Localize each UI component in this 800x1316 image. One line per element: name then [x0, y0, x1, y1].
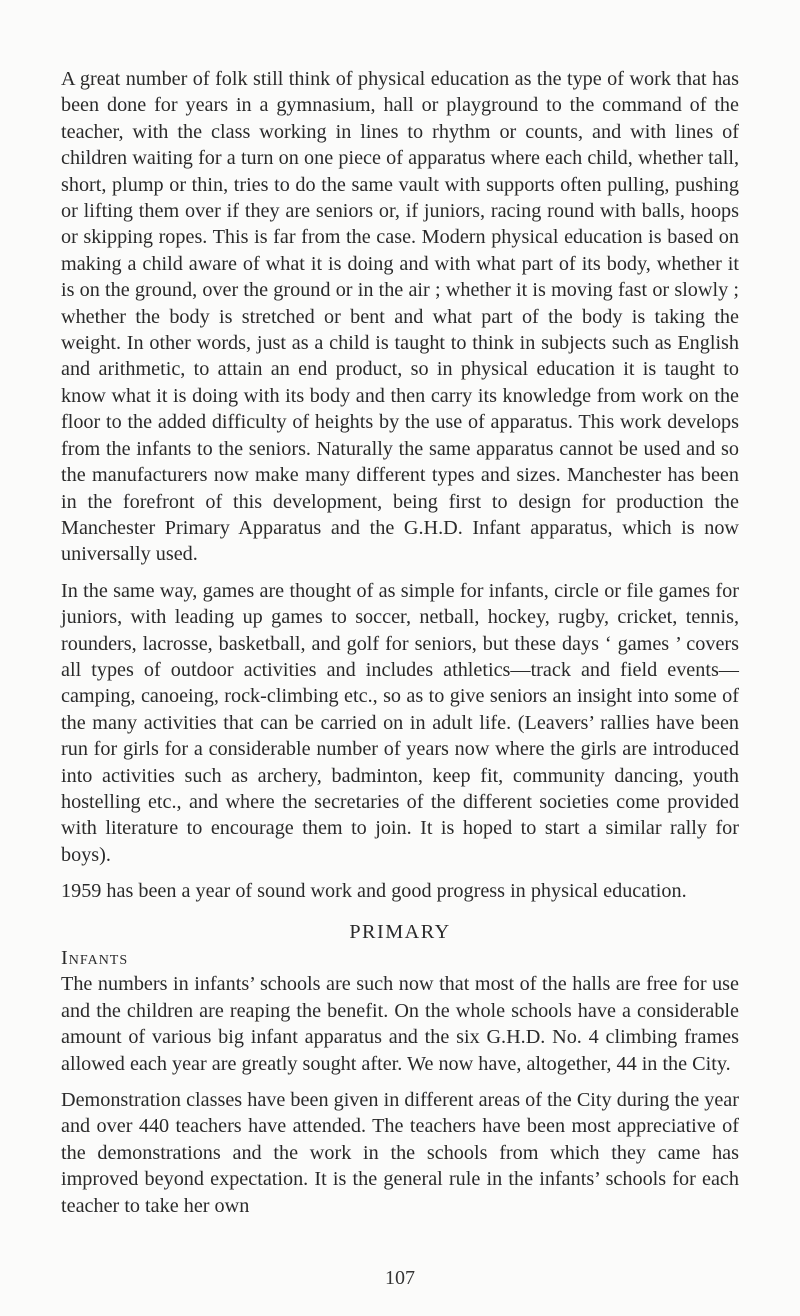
subsection-heading-infants: Infants [61, 947, 129, 969]
page-number: 107 [385, 1267, 415, 1289]
section-heading-primary: PRIMARY [349, 920, 451, 943]
paragraph-demonstration-classes: Demonstration classes have been given in different areas of the City during the year and over 440 teachers have attended. The teachers have been most appreciative of the demonstrations and the work in the schools from which they came has improved beyond expectation. It is the general rule in the infants’ schools for each teacher to take her own [61, 1089, 739, 1217]
document-page [61, 66, 739, 1219]
paragraph-games: In the same way, games are thought of as simple for infants, circle or file games for juniors, with leading up games to soccer, netball, hockey, rugby, cricket, tennis, rounders, lacrosse, basketball, and golf for seniors, but these days ‘ games ’ covers all types of outdoor activities and includes athletics—track and field events—camping, canoeing, rock-climbing etc., so as to give seniors an insight into some of the many activities that can be carried on in adult life. (Leavers’ rallies have been run for girls for a considerable number of years now where the girls are introduced into activities such as archery, badminton, keep fit, community dancing, youth hostelling etc., and where the secretaries of the different societies come provided with literature to encourage them to join. It is hoped to start a similar rally for boys). [61, 579, 739, 866]
paragraph-infants-halls: The numbers in infants’ schools are such now that most of the halls are free for use and the children are reaping the benefit. On the whole schools have a considerable amount of various big infant apparatus and the six G.H.D. No. 4 climbing frames allowed each year are greatly sought after. We now have, altogether, 44 in the City. [61, 973, 739, 1075]
paragraph-1959-summary: 1959 has been a year of sound work and good progress in physical education. [61, 880, 687, 903]
paragraph-physical-education-intro: A great number of folk still think of physical education as the type of work that has been done for years in a gymnasium, hall or playground to the command of the teacher, with the class working in lines to rhythm or counts, and with lines of children waiting for a turn on one piece of apparatus where each child, whether tall, short, plump or thin, tries to do the same vault with supports often pulling, pushing or lifting them over if they are seniors or, if juniors, racing round with balls, hoops or skipping ropes. This is far from the case. Modern physical education is based on making a child aware of what it is doing and with what part of its body, whether it is on the ground, over the ground or in the air ; whether it is moving fast or slowly ; whether the body is stretched or bent and what part of the body is taking the weight. In other words, just as a child is taught to think in subjects such as English and arithmetic, to attain an end product, so in physical education it is taught to know what it is doing with its body and then carry its knowledge from work on the floor to the added difficulty of heights by the use of apparatus. This work develops from the infants to the seniors. Naturally the same apparatus cannot be used and so the manufacturers now make many different types and sizes. Manchester has been in the forefront of this development, being first to design for production the Manchester Primary Apparatus and the G.H.D. Infant apparatus, which is now universally used. [61, 68, 739, 566]
